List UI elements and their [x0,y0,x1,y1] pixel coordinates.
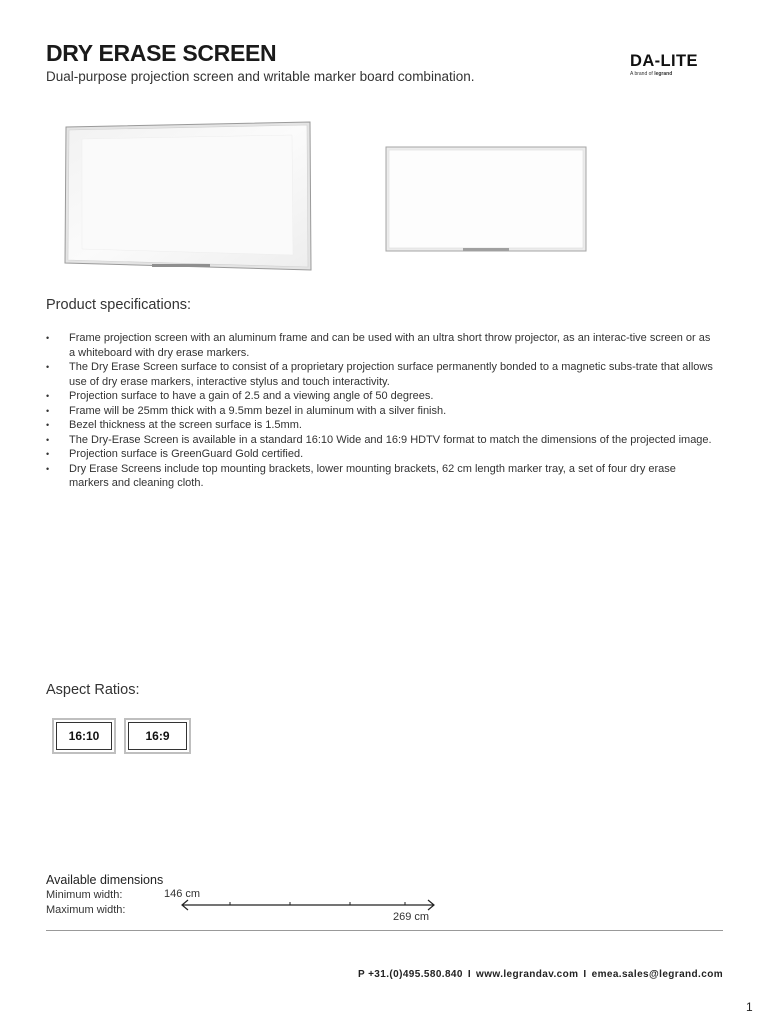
logo-tagline-brand: legrand [654,71,673,77]
spec-item [46,462,716,491]
aspect-ratio-label: 16:9 [145,729,170,743]
page-number: 1 [746,1000,753,1014]
logo-tagline [630,71,720,77]
width-range-arrow-icon [180,898,436,912]
aspect-ratios-heading: Aspect Ratios: [46,682,140,698]
aspect-ratio-16-9-badge [124,718,191,754]
spec-text: The Dry Erase Screen surface to consist of a proprietary projection surface permanently bonded to a magnetic subs-trate that allows use of dry erase markers, interactive stylus and touch interactivity. [69,361,713,388]
da-lite-logo [630,52,720,82]
footer-divider [46,930,723,931]
dimensions-heading: Available dimensions [46,873,164,887]
bullet-icon: • [46,463,50,474]
product-image-angled [64,121,312,271]
document-subtitle: Dual-purpose projection screen and writable marker board combination. [46,69,475,84]
spec-text: Bezel thickness at the screen surface is 1.5mm. [69,419,302,431]
spec-item [46,389,716,404]
logo-tagline-prefix: A brand of [630,71,653,77]
spec-text: The Dry-Erase Screen is available in a standard 16:10 Wide and 16:9 HDTV format to match the dimensions of the projected image. [69,433,712,446]
spec-item [46,433,716,448]
aspect-ratio-label: 16:10 [68,729,100,743]
maximum-width-label: Maximum width: [46,904,126,916]
spec-item [46,360,716,389]
spec-list [46,331,716,491]
bullet-icon: • [46,362,50,372]
specs-heading: Product specifications: [46,297,192,313]
spec-text: Projection surface to have a gain of 2.5 and a viewing angle of 50 degrees. [69,390,434,402]
footer-email-link[interactable]: emea.sales@legrand.com [591,969,723,980]
footer-separator: I [583,969,587,980]
maximum-width-value: 269 cm [393,911,430,923]
bullet-icon: • [46,449,50,459]
document-title: DRY ERASE SCREEN [46,40,277,66]
bullet-icon: • [46,405,50,416]
footer-website-link[interactable]: www.legrandav.com [476,969,579,980]
minimum-width-value: 146 cm [164,888,201,900]
minimum-width-label: Minimum width: [46,889,123,901]
footer-contact [358,969,723,980]
bullet-icon: • [46,420,50,430]
spec-text: Frame projection screen with an aluminum frame and can be used with an ultra short throw projector, as an interac-tive screen or as a whiteboard with dry erase markers. [69,332,711,359]
bullet-icon: • [46,333,50,343]
spec-item [46,404,716,419]
bullet-icon: • [46,434,50,445]
spec-text: Projection surface is GreenGuard Gold certified. [69,448,304,460]
spec-item [46,331,716,360]
bullet-icon: • [46,391,50,401]
spec-item [46,418,716,433]
logo-brand: DA-LITE [630,52,698,70]
spec-text: Frame will be 25mm thick with a 9.5mm bezel in aluminum with a silver finish. [69,404,447,417]
aspect-ratio-16-10-badge [52,718,116,754]
spec-text: Dry Erase Screens include top mounting brackets, lower mounting brackets, 62 cm length marker tray, a set of four dry erase markers and cleaning cloth. [69,462,676,489]
product-image-front [385,146,587,253]
spec-item [46,447,716,462]
footer-separator: I [467,969,472,980]
footer-phone: P +31.(0)495.580.840 [358,969,463,980]
